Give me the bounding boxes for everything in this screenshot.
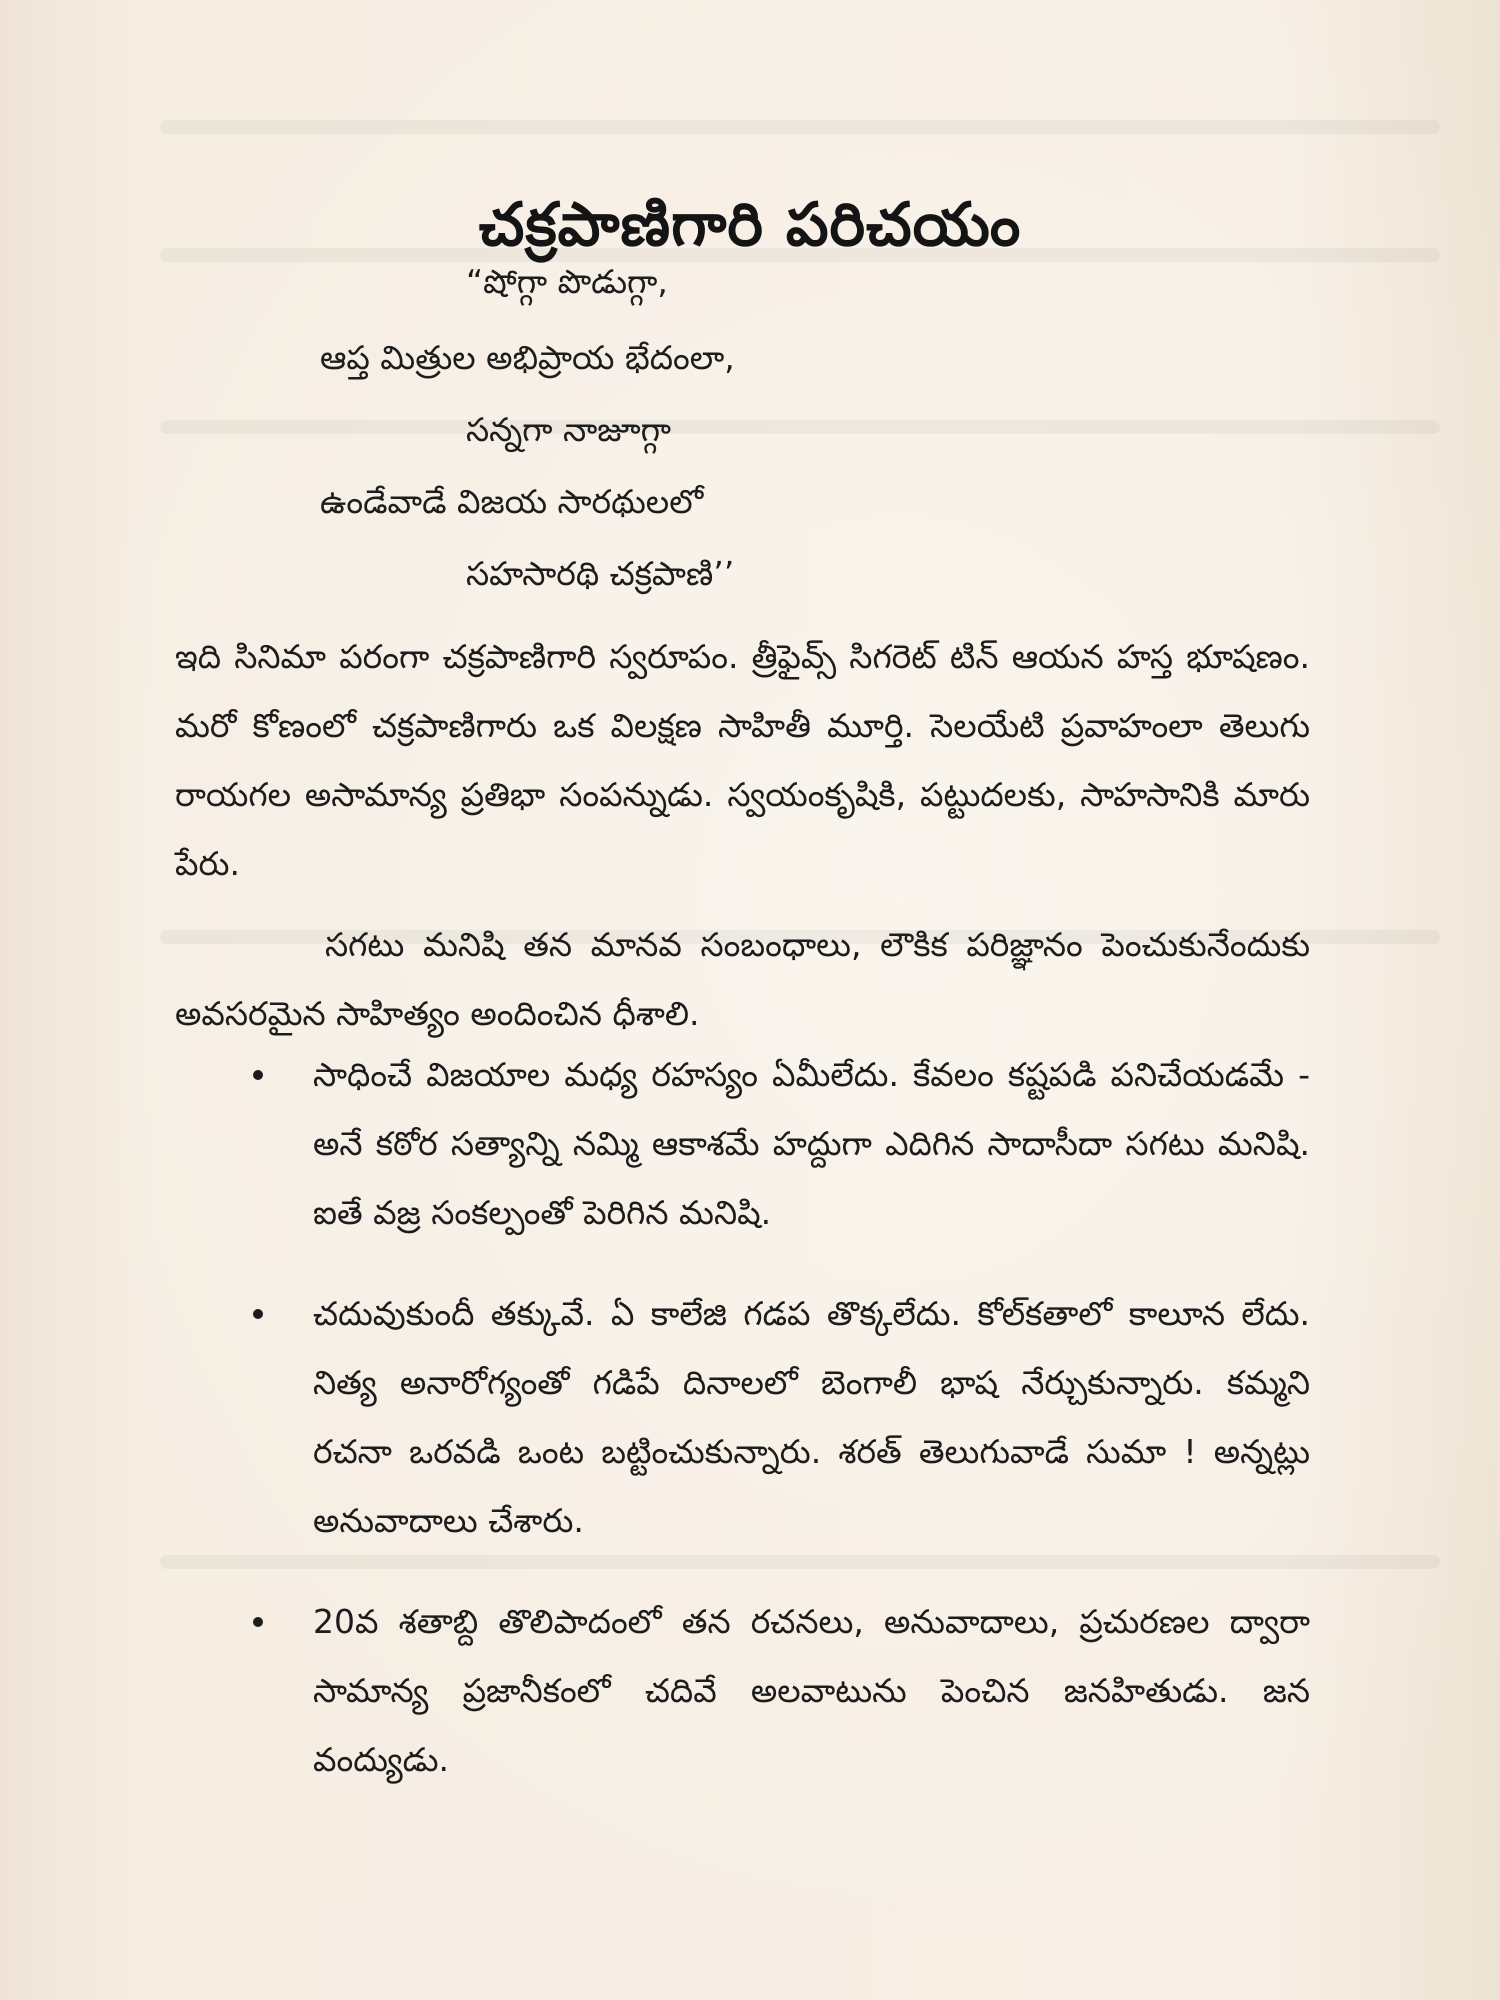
poem-line: “షోగ్గా పొడుగ్గా, bbox=[466, 262, 668, 301]
poem-line: ఆప్త మిత్రుల అభిప్రాయ భేదంలా, bbox=[320, 338, 735, 377]
bleed-through-line bbox=[160, 420, 1440, 434]
intro-paragraph: ఇది సినిమా పరంగా చక్రపాణిగారి స్వరూపం. త్రీఫైవ్స్ సిగరెట్ టిన్ ఆయన హస్త భూషణం. మరో కోణంలో చక్రపాణిగారు ఒక విలక్షణ సాహితీ మూర్తి. సెలయేటి ప్రవాహంలా తెలుగు రాయగల అసామాన్య ప్రతిభా సంపన్నుడు. స్వయంకృషికి, పట్టుదలకు, సాహసానికి మారు పేరు. bbox=[175, 637, 1310, 883]
list-item bbox=[245, 1587, 1310, 1794]
page-title: చక్రపాణిగారి పరిచయం bbox=[478, 190, 1022, 261]
list-item bbox=[245, 1279, 1310, 1555]
bullet-text: చదువుకుందీ తక్కువే. ఏ కాలేజి గడప తొక్కలేదు. కోల్‌కతాలో కాలూన లేదు. నిత్య అనారోగ్యంతో గడిపే దినాలలో బెంగాలీ భాష నేర్చుకున్నారు. కమ్మని రచనా ఒరవడి ఒంట బట్టించుకున్నారు. శరత్ తెలుగువాడే సుమా ! అన్నట్లు అనువాదాలు చేశారు. bbox=[313, 1294, 1310, 1540]
bullet-icon bbox=[253, 1070, 263, 1080]
poem-line: సహసారథి చక్రపాణి’’ bbox=[466, 554, 735, 593]
bleed-through-line bbox=[160, 120, 1440, 134]
body-paragraph: సగటు మనిషి తన మానవ సంబంధాలు, లౌకిక పరిజ్ఞానం పెంచుకునేందుకు అవసరమైన సాహిత్యం అందించిన ధీశాలి. bbox=[175, 925, 1310, 1033]
bullet-text: 20వ శతాబ్ది తొలిపాదంలో తన రచనలు, అనువాదాలు, ప్రచురణల ద్వారా సామాన్య ప్రజానీకంలో చదివే అలవాటును పెంచిన జనహితుడు. జన వంద్యుడు. bbox=[313, 1602, 1310, 1779]
bullet-icon bbox=[253, 1309, 263, 1319]
bullet-list bbox=[245, 1040, 1310, 1826]
bullet-text: సాధించే విజయాల మధ్య రహస్యం ఏమీలేదు. కేవలం కష్టపడి పనిచేయడమే - అనే కఠోర సత్యాన్ని నమ్మి ఆకాశమే హద్దుగా ఎదిగిన సాదాసీదా సగటు మనిషి. ఐతే వజ్ర సంకల్పంతో పెరిగిన మనిషి. bbox=[313, 1055, 1310, 1232]
list-item bbox=[245, 1040, 1310, 1247]
poem-line: సన్నగా నాజూగ్గా bbox=[466, 410, 672, 449]
poem-line: ఉండేవాడే విజయ సారథులలో bbox=[320, 482, 704, 521]
bullet-icon bbox=[253, 1617, 263, 1627]
